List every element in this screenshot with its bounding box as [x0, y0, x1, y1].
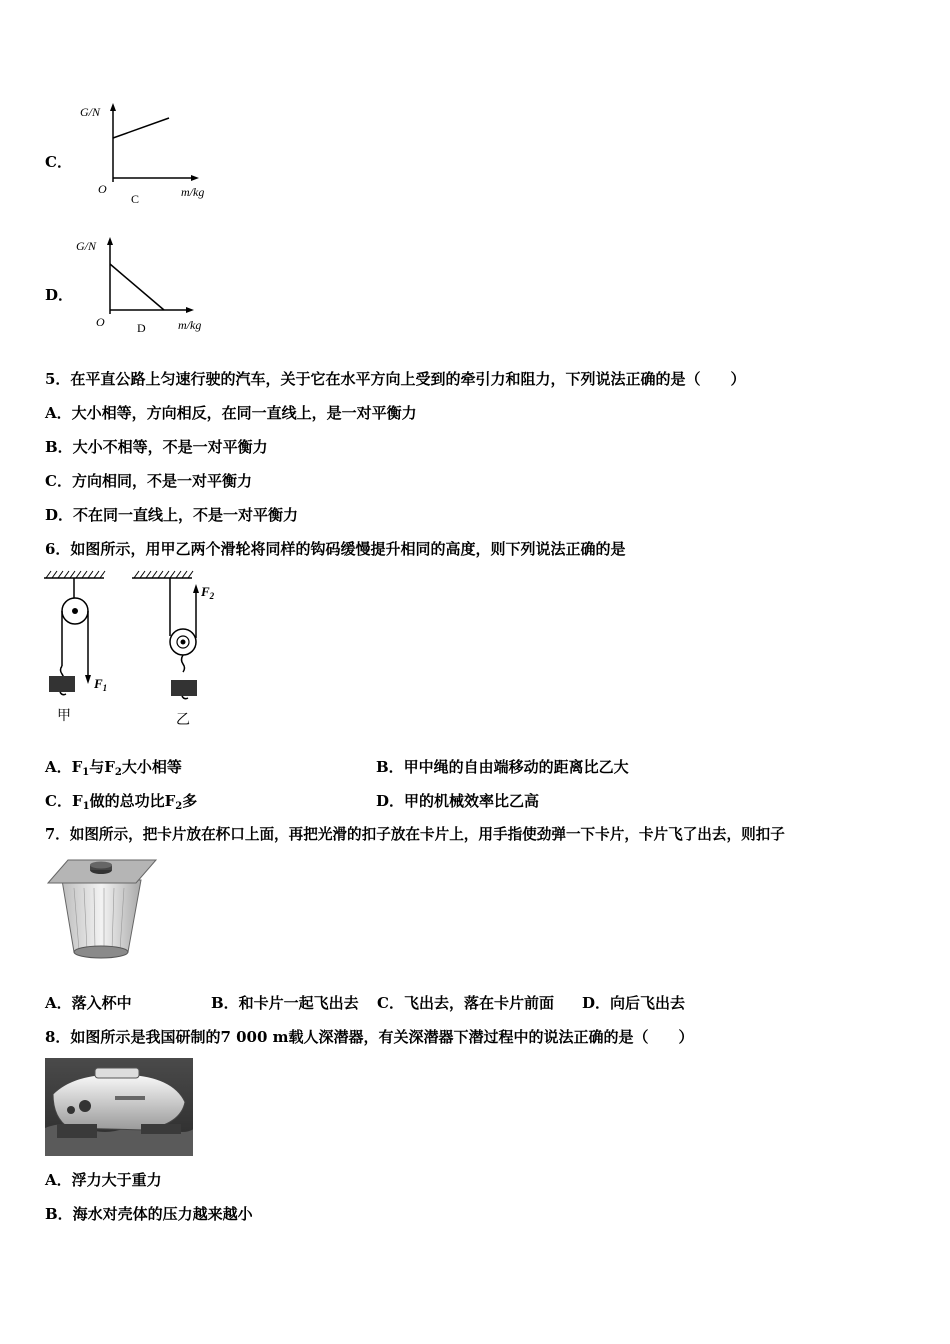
cup-card-button-figure	[44, 852, 162, 970]
q5-option-b: B．大小不相等，不是一对平衡力	[45, 438, 268, 456]
q7-option-a: A．落入杯中	[45, 994, 132, 1012]
submersible-photo	[45, 1058, 193, 1156]
label-yi: 乙	[176, 712, 190, 728]
q8-stem: 8．如图所示是我国研制的7 000 m载人深潜器，有关深潜器下潜过程中的说法正确的是（ ）	[45, 1028, 694, 1046]
label-jia: 甲	[57, 708, 71, 724]
graph-d-y-axis-label: G/N	[76, 239, 97, 253]
option-d-label: D．	[45, 286, 74, 304]
pulley-figure	[40, 566, 240, 731]
q8-option-a: A．浮力大于重力	[45, 1171, 162, 1189]
q6-option-d: D．甲的机械效率比乙高	[376, 792, 540, 810]
graph-c-x-axis-label: m/kg	[181, 185, 205, 199]
graph-c-y-axis-label: G/N	[80, 105, 101, 119]
graph-d-caption: D	[137, 321, 146, 335]
q5-option-a: A．大小相等，方向相反，在同一直线上，是一对平衡力	[45, 404, 417, 422]
force-f2-label: $F_2$	[201, 584, 215, 601]
q8-option-b: B．海水对壳体的压力越来越小	[45, 1205, 253, 1223]
graph-c-caption: C	[131, 192, 140, 205]
q6-stem: 6．如图所示，用甲乙两个滑轮将同样的钩码缓慢提升相同的高度，则下列说法正确的是	[45, 540, 626, 558]
q7-stem: 7．如图所示，把卡片放在杯口上面，再把光滑的扣子放在卡片上，用手指使劲弹一下卡片，卡片飞了出去，则扣子	[45, 826, 785, 843]
q6-option-a: A．$F_1$与$F_2$大小相等	[45, 758, 182, 778]
graph-d-origin: O	[96, 315, 105, 329]
graph-d-decreasing-line	[72, 232, 232, 337]
q7-option-c: C．飞出去，落在卡片前面	[377, 994, 554, 1012]
q5-stem: 5．在平直公路上匀速行驶的汽车，关于它在水平方向上受到的牵引力和阻力，下列说法正确的是（ ）	[45, 370, 746, 388]
q7-option-d: D．向后飞出去	[582, 994, 686, 1012]
q5-option-c: C．方向相同，不是一对平衡力	[45, 472, 252, 490]
graph-c-origin: O	[98, 182, 107, 196]
graph-c-increasing-line	[75, 100, 235, 205]
option-c-label: C．	[45, 153, 72, 171]
q6-option-c: C．$F_1$做的总功比$F_2$多	[45, 792, 198, 812]
q7-option-b: B．和卡片一起飞出去	[211, 994, 359, 1012]
graph-d-x-axis-label: m/kg	[178, 318, 202, 332]
q5-option-d: D．不在同一直线上，不是一对平衡力	[45, 506, 299, 524]
q6-option-b: B．甲中绳的自由端移动的距离比乙大	[376, 758, 629, 776]
force-f1-label: $F_1$	[94, 676, 108, 693]
